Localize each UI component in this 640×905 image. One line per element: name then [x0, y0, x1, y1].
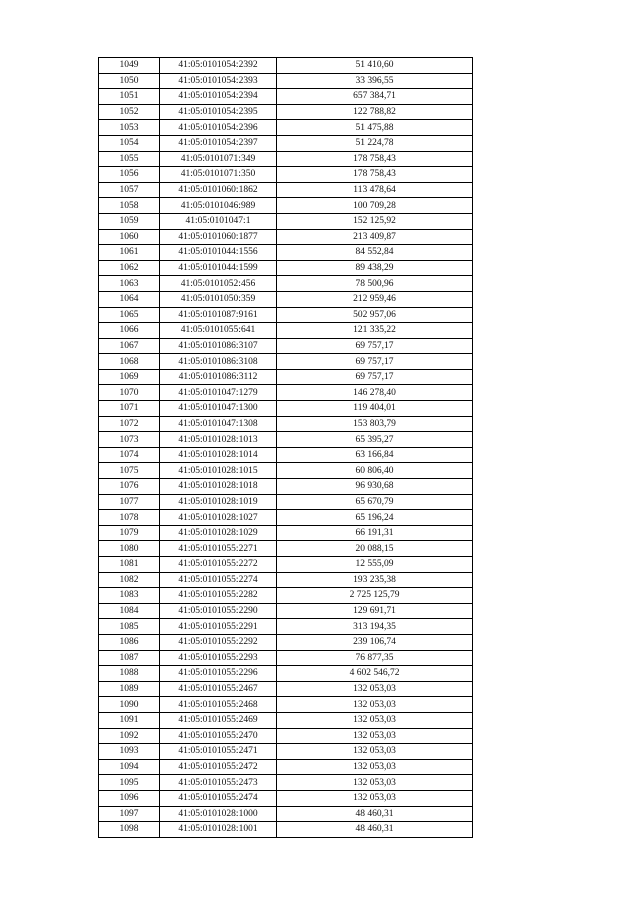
- cadastral-number-cell: 41:05:0101055:2467: [160, 681, 277, 697]
- cadastral-value-cell: 178 758,43: [277, 151, 473, 167]
- cadastral-value-cell: 69 757,17: [277, 354, 473, 370]
- table-row: [99, 89, 473, 105]
- row-number-cell: 1069: [99, 369, 160, 385]
- cadastral-value-cell: 132 053,03: [277, 744, 473, 760]
- row-number-cell: 1055: [99, 151, 160, 167]
- table-row: [99, 775, 473, 791]
- row-number-cell: 1092: [99, 728, 160, 744]
- cadastral-number-cell: 41:05:0101054:2397: [160, 135, 277, 151]
- cadastral-number-cell: 41:05:0101086:3107: [160, 338, 277, 354]
- cadastral-number-cell: 41:05:0101055:2291: [160, 619, 277, 635]
- cadastral-number-cell: 41:05:0101055:641: [160, 323, 277, 339]
- cadastral-value-cell: 113 478,64: [277, 182, 473, 198]
- cadastral-number-cell: 41:05:0101055:2274: [160, 572, 277, 588]
- table-row: [99, 120, 473, 136]
- row-number-cell: 1083: [99, 588, 160, 604]
- row-number-cell: 1074: [99, 447, 160, 463]
- row-number-cell: 1068: [99, 354, 160, 370]
- cadastral-number-cell: 41:05:0101055:2469: [160, 712, 277, 728]
- cadastral-number-cell: 41:05:0101054:2395: [160, 104, 277, 120]
- table-row: [99, 167, 473, 183]
- row-number-cell: 1070: [99, 385, 160, 401]
- cadastral-value-cell: 657 384,71: [277, 89, 473, 105]
- cadastral-value-cell: 121 335,22: [277, 323, 473, 339]
- row-number-cell: 1078: [99, 510, 160, 526]
- cadastral-number-cell: 41:05:0101044:1599: [160, 260, 277, 276]
- table-row: [99, 650, 473, 666]
- cadastral-value-cell: 122 788,82: [277, 104, 473, 120]
- row-number-cell: 1063: [99, 276, 160, 292]
- cadastral-number-cell: 41:05:0101087:9161: [160, 307, 277, 323]
- row-number-cell: 1052: [99, 104, 160, 120]
- cadastral-value-cell: 152 125,92: [277, 213, 473, 229]
- row-number-cell: 1067: [99, 338, 160, 354]
- table-row: [99, 369, 473, 385]
- cadastral-value-cell: 132 053,03: [277, 697, 473, 713]
- table-row: [99, 447, 473, 463]
- cadastral-value-cell: 20 088,15: [277, 541, 473, 557]
- cadastral-number-cell: 41:05:0101028:1019: [160, 494, 277, 510]
- row-number-cell: 1096: [99, 790, 160, 806]
- table-row: [99, 712, 473, 728]
- table-row: [99, 822, 473, 838]
- cadastral-number-cell: 41:05:0101054:2396: [160, 120, 277, 136]
- row-number-cell: 1071: [99, 401, 160, 417]
- table-row: [99, 479, 473, 495]
- table-row: [99, 401, 473, 417]
- cadastral-number-cell: 41:05:0101028:1015: [160, 463, 277, 479]
- cadastral-value-cell: 65 196,24: [277, 510, 473, 526]
- cadastral-number-cell: 41:05:0101055:2290: [160, 603, 277, 619]
- row-number-cell: 1051: [99, 89, 160, 105]
- table-row: [99, 354, 473, 370]
- cadastral-number-cell: 41:05:0101055:2271: [160, 541, 277, 557]
- cadastral-number-cell: 41:05:0101086:3112: [160, 369, 277, 385]
- cadastral-number-cell: 41:05:0101071:350: [160, 167, 277, 183]
- cadastral-number-cell: 41:05:0101071:349: [160, 151, 277, 167]
- cadastral-value-cell: 239 106,74: [277, 634, 473, 650]
- table-row: [99, 806, 473, 822]
- row-number-cell: 1073: [99, 432, 160, 448]
- cadastral-value-cell: 212 959,46: [277, 291, 473, 307]
- table-row: [99, 416, 473, 432]
- table-row: [99, 385, 473, 401]
- cadastral-value-cell: 132 053,03: [277, 790, 473, 806]
- row-number-cell: 1076: [99, 479, 160, 495]
- cadastral-number-cell: 41:05:0101054:2393: [160, 73, 277, 89]
- cadastral-number-cell: 41:05:0101028:1027: [160, 510, 277, 526]
- row-number-cell: 1085: [99, 619, 160, 635]
- cadastral-number-cell: 41:05:0101054:2392: [160, 58, 277, 74]
- cadastral-value-cell: 132 053,03: [277, 681, 473, 697]
- cadastral-value-cell: 313 194,35: [277, 619, 473, 635]
- row-number-cell: 1053: [99, 120, 160, 136]
- cadastral-number-cell: 41:05:0101047:1279: [160, 385, 277, 401]
- table-row: [99, 588, 473, 604]
- cadastral-number-cell: 41:05:0101046:989: [160, 198, 277, 214]
- cadastral-number-cell: 41:05:0101047:1300: [160, 401, 277, 417]
- row-number-cell: 1095: [99, 775, 160, 791]
- cadastral-number-cell: 41:05:0101055:2473: [160, 775, 277, 791]
- row-number-cell: 1082: [99, 572, 160, 588]
- cadastral-value-cell: 213 409,87: [277, 229, 473, 245]
- cadastral-value-cell: 63 166,84: [277, 447, 473, 463]
- row-number-cell: 1059: [99, 213, 160, 229]
- cadastral-value-cell: 502 957,06: [277, 307, 473, 323]
- row-number-cell: 1098: [99, 822, 160, 838]
- cadastral-value-cell: 65 670,79: [277, 494, 473, 510]
- cadastral-value-cell: 4 602 546,72: [277, 666, 473, 682]
- row-number-cell: 1062: [99, 260, 160, 276]
- table-row: [99, 245, 473, 261]
- table-row: [99, 182, 473, 198]
- row-number-cell: 1060: [99, 229, 160, 245]
- cadastral-number-cell: 41:05:0101028:1001: [160, 822, 277, 838]
- cadastral-value-cell: 69 757,17: [277, 369, 473, 385]
- table-body: [99, 58, 473, 838]
- cadastral-number-cell: 41:05:0101055:2471: [160, 744, 277, 760]
- table-row: [99, 681, 473, 697]
- table-row: [99, 790, 473, 806]
- cadastral-value-cell: 69 757,17: [277, 338, 473, 354]
- cadastral-number-cell: 41:05:0101055:2292: [160, 634, 277, 650]
- table-row: [99, 603, 473, 619]
- row-number-cell: 1087: [99, 650, 160, 666]
- cadastral-value-cell: 12 555,09: [277, 557, 473, 573]
- cadastral-value-cell: 132 053,03: [277, 712, 473, 728]
- row-number-cell: 1089: [99, 681, 160, 697]
- row-number-cell: 1049: [99, 58, 160, 74]
- table-row: [99, 525, 473, 541]
- table-row: [99, 634, 473, 650]
- row-number-cell: 1072: [99, 416, 160, 432]
- row-number-cell: 1056: [99, 167, 160, 183]
- row-number-cell: 1075: [99, 463, 160, 479]
- cadastral-number-cell: 41:05:0101050:359: [160, 291, 277, 307]
- table-row: [99, 104, 473, 120]
- row-number-cell: 1079: [99, 525, 160, 541]
- cadastral-number-cell: 41:05:0101052:456: [160, 276, 277, 292]
- row-number-cell: 1084: [99, 603, 160, 619]
- cadastral-value-cell: 146 278,40: [277, 385, 473, 401]
- table-row: [99, 759, 473, 775]
- cadastral-value-cell: 48 460,31: [277, 822, 473, 838]
- cadastral-value-cell: 66 191,31: [277, 525, 473, 541]
- table-row: [99, 697, 473, 713]
- cadastral-value-cell: 96 930,68: [277, 479, 473, 495]
- cadastral-value-cell: 76 877,35: [277, 650, 473, 666]
- table-row: [99, 494, 473, 510]
- cadastral-value-cell: 2 725 125,79: [277, 588, 473, 604]
- table-row: [99, 151, 473, 167]
- cadastral-value-cell: 132 053,03: [277, 728, 473, 744]
- table-row: [99, 510, 473, 526]
- table-row: [99, 276, 473, 292]
- cadastral-value-cell: 132 053,03: [277, 775, 473, 791]
- cadastral-number-cell: 41:05:0101028:1014: [160, 447, 277, 463]
- cadastral-value-cell: 178 758,43: [277, 167, 473, 183]
- cadastral-number-cell: 41:05:0101055:2296: [160, 666, 277, 682]
- cadastral-value-cell: 153 803,79: [277, 416, 473, 432]
- cadastral-number-cell: 41:05:0101028:1018: [160, 479, 277, 495]
- cadastral-number-cell: 41:05:0101060:1877: [160, 229, 277, 245]
- row-number-cell: 1086: [99, 634, 160, 650]
- cadastral-number-cell: 41:05:0101054:2394: [160, 89, 277, 105]
- table-row: [99, 432, 473, 448]
- table-row: [99, 58, 473, 74]
- row-number-cell: 1081: [99, 557, 160, 573]
- row-number-cell: 1058: [99, 198, 160, 214]
- cadastral-value-cell: 51 224,78: [277, 135, 473, 151]
- table-row: [99, 557, 473, 573]
- cadastral-value-cell: 132 053,03: [277, 759, 473, 775]
- table-row: [99, 541, 473, 557]
- cadastral-value-cell: 84 552,84: [277, 245, 473, 261]
- table-row: [99, 338, 473, 354]
- table-row: [99, 198, 473, 214]
- row-number-cell: 1054: [99, 135, 160, 151]
- cadastral-number-cell: 41:05:0101055:2474: [160, 790, 277, 806]
- table-row: [99, 728, 473, 744]
- table-row: [99, 260, 473, 276]
- table-row: [99, 229, 473, 245]
- cadastral-value-cell: 65 395,27: [277, 432, 473, 448]
- table-row: [99, 323, 473, 339]
- cadastral-value-cell: 193 235,38: [277, 572, 473, 588]
- row-number-cell: 1094: [99, 759, 160, 775]
- row-number-cell: 1080: [99, 541, 160, 557]
- cadastral-number-cell: 41:05:0101044:1556: [160, 245, 277, 261]
- table-row: [99, 463, 473, 479]
- cadastral-number-cell: 41:05:0101047:1308: [160, 416, 277, 432]
- cadastral-number-cell: 41:05:0101060:1862: [160, 182, 277, 198]
- cadastral-number-cell: 41:05:0101055:2468: [160, 697, 277, 713]
- cadastral-value-cell: 48 460,31: [277, 806, 473, 822]
- cadastral-number-cell: 41:05:0101055:2272: [160, 557, 277, 573]
- table-row: [99, 291, 473, 307]
- cadastral-number-cell: 41:05:0101047:1: [160, 213, 277, 229]
- cadastral-number-cell: 41:05:0101028:1013: [160, 432, 277, 448]
- table-row: [99, 619, 473, 635]
- cadastral-value-cell: 33 396,55: [277, 73, 473, 89]
- cadastral-number-cell: 41:05:0101055:2293: [160, 650, 277, 666]
- cadastral-value-cell: 78 500,96: [277, 276, 473, 292]
- row-number-cell: 1090: [99, 697, 160, 713]
- cadastral-value-cell: 119 404,01: [277, 401, 473, 417]
- row-number-cell: 1088: [99, 666, 160, 682]
- table-row: [99, 307, 473, 323]
- row-number-cell: 1077: [99, 494, 160, 510]
- cadastral-number-cell: 41:05:0101028:1000: [160, 806, 277, 822]
- cadastral-value-cell: 51 475,88: [277, 120, 473, 136]
- cadastral-value-cell: 100 709,28: [277, 198, 473, 214]
- cadastral-number-cell: 41:05:0101055:2282: [160, 588, 277, 604]
- row-number-cell: 1097: [99, 806, 160, 822]
- table-row: [99, 572, 473, 588]
- cadastral-value-table: [98, 57, 473, 838]
- row-number-cell: 1093: [99, 744, 160, 760]
- cadastral-value-cell: 60 806,40: [277, 463, 473, 479]
- cadastral-number-cell: 41:05:0101055:2470: [160, 728, 277, 744]
- table-row: [99, 666, 473, 682]
- cadastral-value-cell: 51 410,60: [277, 58, 473, 74]
- table-row: [99, 73, 473, 89]
- table-row: [99, 135, 473, 151]
- row-number-cell: 1057: [99, 182, 160, 198]
- cadastral-value-cell: 129 691,71: [277, 603, 473, 619]
- row-number-cell: 1061: [99, 245, 160, 261]
- row-number-cell: 1091: [99, 712, 160, 728]
- row-number-cell: 1064: [99, 291, 160, 307]
- row-number-cell: 1066: [99, 323, 160, 339]
- cadastral-number-cell: 41:05:0101055:2472: [160, 759, 277, 775]
- cadastral-number-cell: 41:05:0101086:3108: [160, 354, 277, 370]
- cadastral-number-cell: 41:05:0101028:1029: [160, 525, 277, 541]
- row-number-cell: 1065: [99, 307, 160, 323]
- table-row: [99, 744, 473, 760]
- cadastral-value-cell: 89 438,29: [277, 260, 473, 276]
- table-row: [99, 213, 473, 229]
- row-number-cell: 1050: [99, 73, 160, 89]
